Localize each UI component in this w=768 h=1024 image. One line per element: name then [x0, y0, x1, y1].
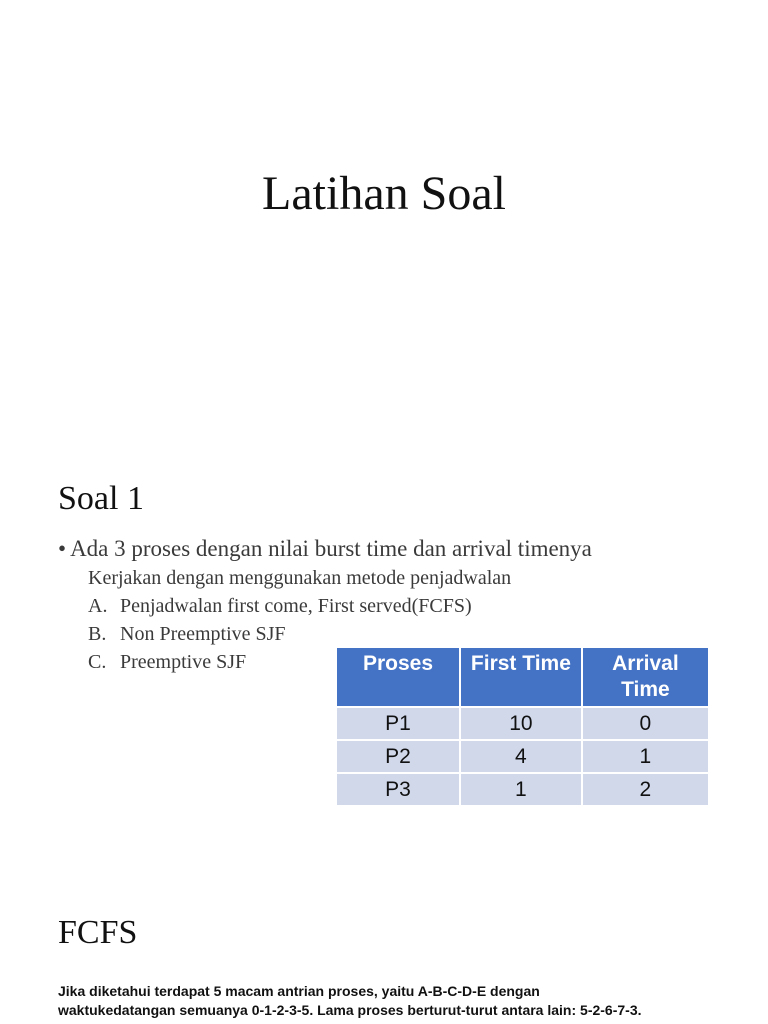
table-row [337, 740, 708, 773]
table-header-proses: Proses [337, 648, 460, 707]
table-cell-arrival-time: 1 [582, 740, 708, 773]
option-c [88, 649, 246, 675]
process-table [337, 648, 708, 807]
table-header-first-time: First Time [460, 648, 582, 707]
table-cell-proses: P3 [337, 773, 460, 806]
fcfs-description [58, 982, 748, 1020]
slide-fcfs [0, 880, 768, 1024]
fcfs-description-line-2: waktukedatangan semuanya 0-1-2-3-5. Lama proses berturut-turut antara lain: 5-2-6-7-3. [58, 1002, 642, 1018]
option-text: Preemptive SJF [120, 651, 247, 673]
fcfs-description-line-1: Jika diketahui terdapat 5 macam antrian proses, yaitu A-B-C-D-E dengan [58, 983, 540, 999]
bullet-dot-icon: • [58, 536, 67, 561]
table-cell-first-time: 1 [460, 773, 582, 806]
option-text: Non Preemptive SJF [120, 623, 286, 645]
soal-heading: Soal 1 [58, 480, 144, 517]
table-row [337, 707, 708, 740]
table-header-row [337, 648, 708, 707]
option-marker: A. [88, 595, 108, 617]
option-marker: B. [88, 623, 107, 645]
option-text: Penjadwalan first come, First served(FCFS) [120, 595, 472, 617]
option-b [88, 621, 286, 647]
table-cell-proses: P2 [337, 740, 460, 773]
table-row [337, 773, 708, 806]
table-cell-proses: P1 [337, 707, 460, 740]
table-header-arrival-time: Arrival Time [582, 648, 708, 707]
table-cell-first-time: 10 [460, 707, 582, 740]
bullet-item [58, 534, 592, 564]
option-a [88, 593, 472, 619]
fcfs-heading: FCFS [58, 914, 138, 951]
slide-soal-1 [0, 460, 768, 880]
option-marker: C. [88, 651, 107, 673]
table-cell-arrival-time: 2 [582, 773, 708, 806]
table-cell-arrival-time: 0 [582, 707, 708, 740]
table-cell-first-time: 4 [460, 740, 582, 773]
slide-title-text: Latihan Soal [262, 167, 506, 220]
instruction-text: Kerjakan dengan menggunakan metode penjadwalan [88, 567, 512, 589]
bullet-text: Ada 3 proses dengan nilai burst time dan arrival timenya [70, 536, 592, 561]
slide-title [0, 0, 768, 460]
